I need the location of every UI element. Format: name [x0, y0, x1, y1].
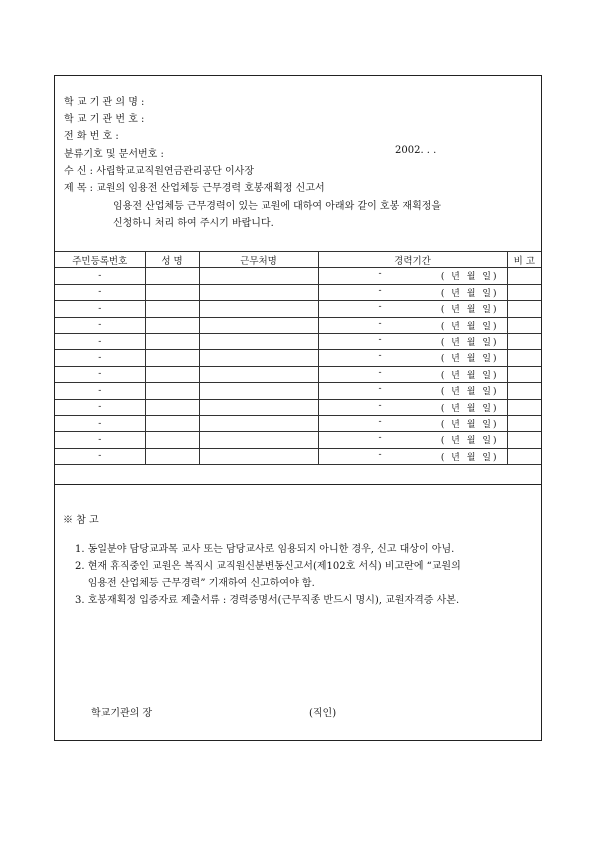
- career-period-cell[interactable]: [318, 350, 507, 366]
- remarks-cell[interactable]: [507, 350, 541, 366]
- recipient-row: [64, 162, 254, 177]
- resident-id-cell[interactable]: -: [55, 301, 145, 317]
- period-unit: ( 년 월 일): [440, 321, 499, 332]
- period-unit: ( 년 월 일): [440, 387, 499, 398]
- body-line-1: 임용전 산업체등 근무경력이 있는 교원에 대하여 아래와 같이 호봉 재획정을: [113, 201, 442, 212]
- section-divider: [55, 484, 541, 485]
- career-period-cell[interactable]: [318, 333, 507, 349]
- subject-row: [64, 179, 325, 194]
- period-dash: -: [378, 285, 382, 296]
- career-period-cell[interactable]: [318, 383, 507, 399]
- period-unit: ( 년 월 일): [440, 305, 499, 316]
- workplace-cell[interactable]: [199, 415, 318, 431]
- period-unit: ( 년 월 일): [440, 272, 499, 283]
- subject-label: 제 목 :: [64, 183, 94, 194]
- note-item-2-cont: 임용전 산업체등 근무경력” 기재하여 신고하여야 함.: [75, 578, 315, 589]
- workplace-cell[interactable]: [199, 383, 318, 399]
- career-period-cell[interactable]: [318, 399, 507, 415]
- school-number-label: 학 교 기 관 번 호 :: [64, 114, 145, 125]
- period-dash: -: [378, 433, 382, 444]
- note-item-1: 1. 동일분야 담당교과목 교사 또는 담당교사로 임용되지 아니한 경우, 신고 대상이 아님.: [75, 544, 455, 555]
- workplace-cell[interactable]: [199, 317, 318, 333]
- resident-id-cell[interactable]: -: [55, 350, 145, 366]
- period-dash: -: [378, 400, 382, 411]
- workplace-cell[interactable]: [199, 350, 318, 366]
- workplace-cell[interactable]: [199, 333, 318, 349]
- career-period-cell[interactable]: [318, 301, 507, 317]
- notes-title: ※ 참 고: [63, 515, 99, 526]
- table-row: [55, 268, 541, 284]
- period-unit: ( 년 월 일): [440, 403, 499, 414]
- resident-id-cell[interactable]: -: [55, 399, 145, 415]
- table-row: [55, 333, 541, 349]
- school-name-label: 학 교 기 관 의 명 :: [64, 97, 145, 108]
- notes-list: [75, 541, 535, 609]
- body-line-2: 신청하니 처리 하여 주시기 바랍니다.: [113, 218, 274, 229]
- period-unit: ( 년 월 일): [440, 452, 499, 463]
- remarks-cell[interactable]: [507, 415, 541, 431]
- period-dash: -: [378, 367, 382, 378]
- recipient-label: 수 신 :: [64, 166, 94, 177]
- resident-id-cell[interactable]: -: [55, 268, 145, 284]
- note-item-3: 3. 호봉재획정 입증자료 제출서류 : 경력증명서(근무직종 반드시 명시), 교원자격증 사본.: [75, 595, 460, 606]
- resident-id-cell[interactable]: -: [55, 317, 145, 333]
- period-dash: -: [378, 334, 382, 345]
- workplace-cell[interactable]: [199, 268, 318, 284]
- resident-id-cell[interactable]: -: [55, 383, 145, 399]
- col-header-resident-id: 주민등록번호: [55, 252, 145, 268]
- table-row: [55, 448, 541, 464]
- career-period-cell[interactable]: [318, 448, 507, 464]
- period-dash: -: [378, 416, 382, 427]
- official-seal-label: (직인): [309, 708, 337, 719]
- remarks-cell[interactable]: [507, 366, 541, 382]
- table-row: [55, 350, 541, 366]
- workplace-cell[interactable]: [199, 448, 318, 464]
- form-frame: [54, 75, 542, 741]
- doc-number-label: 분류기호 및 문서번호 :: [64, 149, 164, 160]
- name-cell[interactable]: [145, 268, 199, 284]
- remarks-cell[interactable]: [507, 284, 541, 300]
- remarks-cell[interactable]: [507, 317, 541, 333]
- remarks-cell[interactable]: [507, 268, 541, 284]
- signature-label: 학교기관의 장: [91, 708, 153, 719]
- career-table: [55, 251, 541, 465]
- period-dash: -: [378, 318, 382, 329]
- table-row: [55, 284, 541, 300]
- period-unit: ( 년 월 일): [440, 419, 499, 430]
- career-period-cell[interactable]: [318, 268, 507, 284]
- career-period-cell[interactable]: [318, 415, 507, 431]
- remarks-cell[interactable]: [507, 383, 541, 399]
- subject-value: 교원의 임용전 산업체등 근무경력 호봉재획정 신고서: [96, 183, 325, 194]
- resident-id-cell[interactable]: -: [55, 333, 145, 349]
- col-header-career-period: 경력기간: [318, 252, 507, 268]
- date-field: 2002. . .: [395, 145, 437, 156]
- workplace-cell[interactable]: [199, 432, 318, 448]
- resident-id-cell[interactable]: -: [55, 284, 145, 300]
- col-header-remarks: 비 고: [507, 252, 541, 268]
- name-cell[interactable]: [145, 284, 199, 300]
- career-period-cell[interactable]: [318, 317, 507, 333]
- resident-id-cell[interactable]: -: [55, 448, 145, 464]
- remarks-cell[interactable]: [507, 333, 541, 349]
- period-unit: ( 년 월 일): [440, 337, 499, 348]
- period-unit: ( 년 월 일): [440, 436, 499, 447]
- table-row: [55, 383, 541, 399]
- period-dash: -: [378, 384, 382, 395]
- col-header-workplace: 근무처명: [199, 252, 318, 268]
- career-period-cell[interactable]: [318, 284, 507, 300]
- table-row: [55, 366, 541, 382]
- table-row: [55, 317, 541, 333]
- name-cell[interactable]: [145, 366, 199, 382]
- resident-id-cell[interactable]: -: [55, 432, 145, 448]
- workplace-cell[interactable]: [199, 301, 318, 317]
- name-cell[interactable]: [145, 350, 199, 366]
- career-period-cell[interactable]: [318, 366, 507, 382]
- table-row: [55, 432, 541, 448]
- workplace-cell[interactable]: [199, 399, 318, 415]
- table-header-row: [55, 252, 541, 268]
- col-header-name: 성 명: [145, 252, 199, 268]
- period-dash: -: [378, 269, 382, 280]
- table-row: [55, 399, 541, 415]
- name-cell[interactable]: [145, 399, 199, 415]
- name-cell[interactable]: [145, 301, 199, 317]
- resident-id-cell[interactable]: -: [55, 415, 145, 431]
- career-period-cell[interactable]: [318, 432, 507, 448]
- remarks-cell[interactable]: [507, 448, 541, 464]
- name-cell[interactable]: [145, 415, 199, 431]
- workplace-cell[interactable]: [199, 366, 318, 382]
- period-dash: -: [378, 302, 382, 313]
- name-cell[interactable]: [145, 317, 199, 333]
- name-cell[interactable]: [145, 383, 199, 399]
- name-cell[interactable]: [145, 432, 199, 448]
- remarks-cell[interactable]: [507, 301, 541, 317]
- name-cell[interactable]: [145, 333, 199, 349]
- period-unit: ( 년 월 일): [440, 370, 499, 381]
- period-unit: ( 년 월 일): [440, 288, 499, 299]
- table-row: [55, 301, 541, 317]
- workplace-cell[interactable]: [199, 284, 318, 300]
- period-unit: ( 년 월 일): [440, 354, 499, 365]
- table-row: [55, 415, 541, 431]
- remarks-cell[interactable]: [507, 399, 541, 415]
- recipient-value: 사립학교교직원연금관리공단 이사장: [96, 166, 254, 177]
- resident-id-cell[interactable]: -: [55, 366, 145, 382]
- period-dash: -: [378, 449, 382, 460]
- name-cell[interactable]: [145, 448, 199, 464]
- phone-label: 전 화 번 호 :: [64, 131, 119, 142]
- remarks-cell[interactable]: [507, 432, 541, 448]
- period-dash: -: [378, 351, 382, 362]
- note-item-2: 2. 현재 휴직중인 교원은 복직시 교직원신분변동신고서(제102호 서식) 비고란에 “교원의: [75, 561, 461, 572]
